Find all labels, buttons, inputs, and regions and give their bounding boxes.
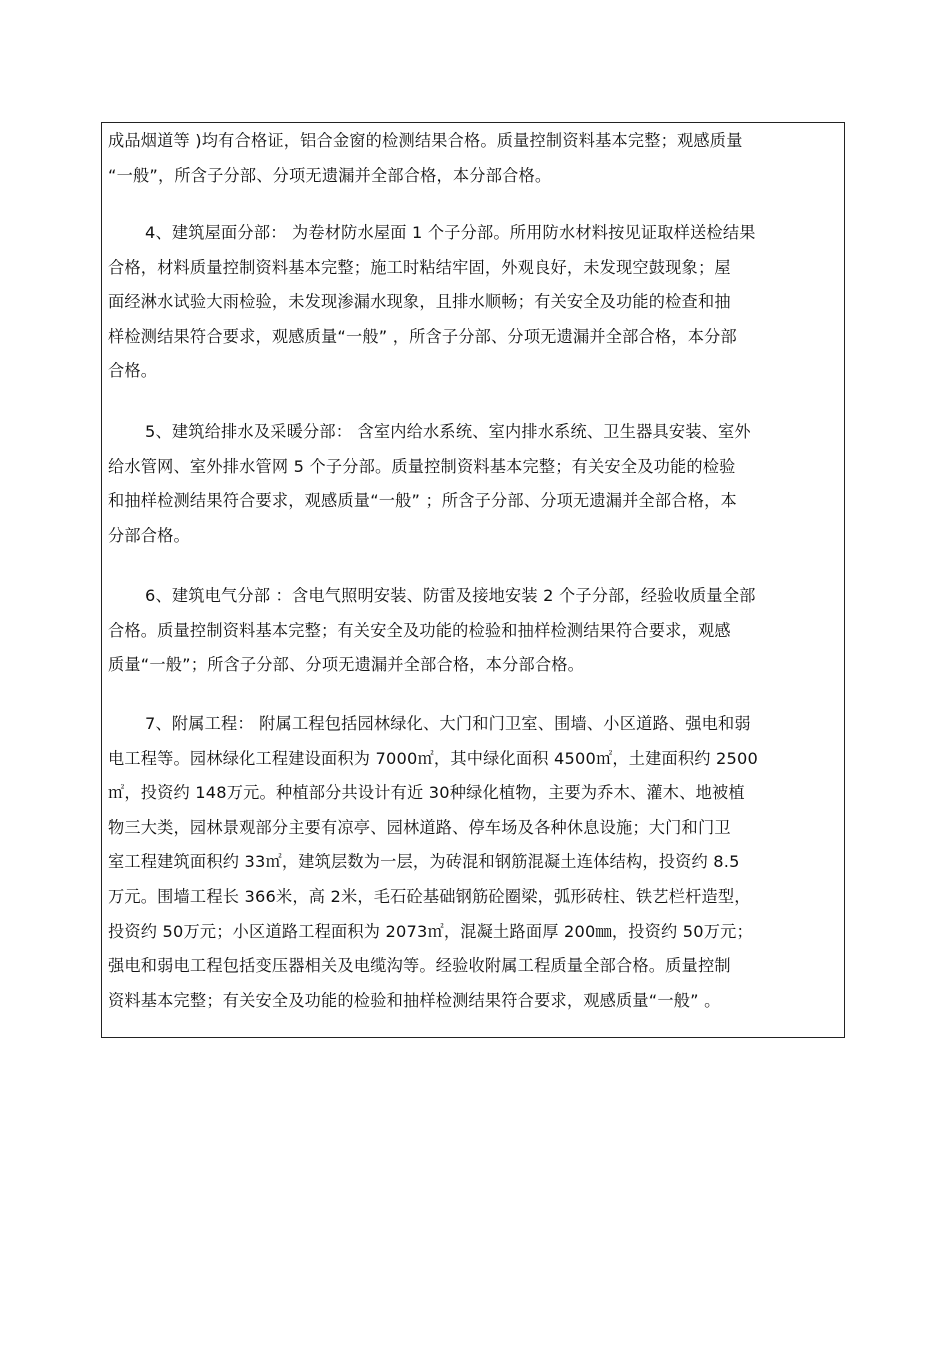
paragraph-intro-continuation xyxy=(108,124,848,193)
text-line: “一般”，所含子分部、分项无遗漏并全部合格，本分部合格。 xyxy=(108,165,552,185)
text-line: 6、建筑电气分部 ：含电气照明安装、防雷及接地安装 2 个子分部，经验收质量全部 xyxy=(145,586,756,605)
paragraph-plumbing-heating xyxy=(108,415,848,553)
text-line: ㎡，投资约 148万元。种植部分共设计有近 30种绿化植物，主要为乔木、灌木、地被植 xyxy=(108,783,745,803)
text-line: 合格。质量控制资料基本完整；有关安全及功能的检验和抽样检测结果符合要求，观感 xyxy=(108,620,731,640)
text-line: 和抽样检测结果符合要求，观感质量“一般” ；所含子分部、分项无遗漏并全部合格，本 xyxy=(108,491,737,511)
text-line: 分部合格。 xyxy=(108,525,190,545)
paragraph-roofing xyxy=(108,216,848,389)
text-line: 成品烟道等 )均有合格证，铝合金窗的检测结果合格。质量控制资料基本完整；观感质量 xyxy=(108,131,743,150)
text-line: 4、建筑屋面分部： 为卷材防水屋面 1 个子分部。所用防水材料按见证取样送检结果 xyxy=(145,223,756,242)
text-line: 给水管网、室外排水管网 5 个子分部。质量控制资料基本完整；有关安全及功能的检验 xyxy=(108,456,736,476)
text-line: 样检测结果符合要求，观感质量“一般” ，所含子分部、分项无遗漏并全部合格，本分部 xyxy=(108,326,737,346)
paragraph-electrical xyxy=(108,579,848,683)
text-line: 万元。围墙工程长 366米，高 2米，毛石砼基础钢筋砼圈梁，弧形砖柱、铁艺栏杆造型， xyxy=(108,886,751,906)
text-line: 面经淋水试验大雨检验，未发现渗漏水现象，且排水顺畅；有关安全及功能的检查和抽 xyxy=(108,292,731,312)
text-line: 室工程建筑面积约 33㎡，建筑层数为一层，为砖混和钢筋混凝土连体结构，投资约 8.5 xyxy=(108,852,740,872)
text-line: 物三大类，园林景观部分主要有凉亭、园林道路、停车场及各种休息设施；大门和门卫 xyxy=(108,817,731,837)
paragraph-ancillary-works xyxy=(108,707,848,1018)
text-line: 质量“一般”；所含子分部、分项无遗漏并全部合格，本分部合格。 xyxy=(108,655,585,675)
text-line: 资料基本完整；有关安全及功能的检验和抽样检测结果符合要求，观感质量“一般” 。 xyxy=(108,990,721,1010)
text-line: 5、建筑给排水及采暖分部： 含室内给水系统、室内排水系统、卫生器具安装、室外 xyxy=(145,422,751,441)
text-line: 电工程等。园林绿化工程建设面积为 7000㎡，其中绿化面积 4500㎡，土建面积约 2500 xyxy=(108,748,759,768)
text-line: 合格。 xyxy=(108,361,158,381)
text-line: 投资约 50万元；小区道路工程面积为 2073㎡，混凝土路面厚 200㎜，投资约 50万元； xyxy=(108,921,753,941)
text-line: 强电和弱电工程包括变压器相关及电缆沟等。经验收附属工程质量全部合格。质量控制 xyxy=(108,956,731,976)
text-line: 合格，材料质量控制资料基本完整；施工时粘结牢固，外观良好，未发现空鼓现象；屋 xyxy=(108,257,731,277)
text-line: 7、附属工程： 附属工程包括园林绿化、大门和门卫室、围墙、小区道路、强电和弱 xyxy=(145,714,751,733)
